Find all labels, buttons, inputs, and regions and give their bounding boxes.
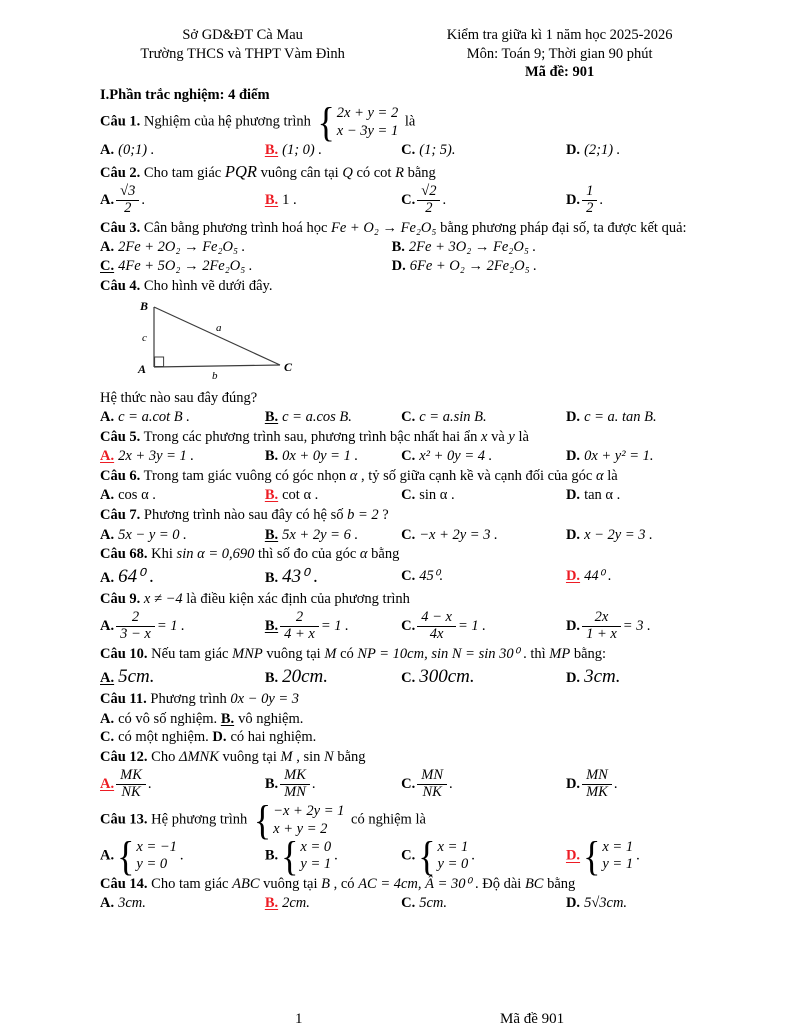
q9-option-d: D. $\frac{2x}{1 + x}$ = 3 . [565,609,651,643]
q12-stem: Cho [147,748,179,765]
q11-options [100,710,734,747]
q6-option-a: A. cos α . [100,487,156,504]
q8-options [100,565,734,589]
q5-options [100,447,734,466]
q5-stem: Trong các phương trình sau, phương trình bậc nhất hai ẩn [140,428,482,445]
q7-stem: Phương trình nào sau đây có hệ số [140,506,348,523]
q10-option-b: B. 20cm. [264,665,329,687]
q3-text [100,219,734,238]
q13-c-period: . [471,847,475,864]
q4-stem: Cho hình vẽ dưới đây. [140,277,273,294]
q2-a-period: . [141,191,145,208]
q4-text [100,277,734,296]
q7-options [100,526,734,545]
q14-option-d: D. 5√3cm. [565,895,628,912]
q4-option-c: C. c = a.sin B. [401,409,487,426]
q6-stem3: là [603,467,618,484]
q8-stem: Khi [147,546,177,563]
q14-option-a: A. 3cm. [100,895,146,912]
q7-option-a: A. 5x − y = 0 . [100,526,187,543]
q3-label: Câu 3. [100,219,141,236]
q12-stem2: vuông tại [218,748,281,765]
q8-label: Câu 68. [100,546,148,563]
question-1 [100,99,734,159]
q4-option-b: B. c = a.cos B. [264,409,352,426]
header-school-block [100,26,385,82]
q14-math4: BC [524,875,544,892]
q1-stem: Nghiệm của hệ phương trình [140,113,311,130]
q14-math1: ABC [232,875,260,892]
q3-stem: Cân bằng phương trình hoá học [140,219,331,236]
q2-stem2: vuông cân tại [256,164,343,181]
q9-d-eq: = 3 . [622,618,651,635]
q2-c-period: . [442,191,447,208]
q2-stem3: có cot [352,164,396,181]
q12-c-period: . [448,776,453,793]
q10-stem2: vuông tại [262,646,325,663]
q8-math2: α [359,546,368,563]
q13-d-period: . [636,847,640,864]
question-8 [100,545,734,589]
q7-option-d: D. x − 2y = 3 . [565,526,653,543]
q2-text [100,161,734,183]
q2-option-c: C. $\frac{√2}{2}$ . [401,183,447,216]
q8-option-c: C. 45⁰. [401,568,444,585]
q13-equation-system [253,797,345,844]
q10-text [100,645,734,664]
question-7 [100,506,734,544]
q3-math1: Fe + O₂ → Fe₂O₅ [331,219,437,236]
vertex-label-c: C [284,360,293,375]
exam-subject: Môn: Toán 9; Thời gian 90 phút [466,45,653,62]
q2-d-period: . [599,191,603,208]
triangle-figure [128,297,734,387]
q5-stem2: và [487,428,509,445]
q13-eq1: −x + 2y = 1 [273,803,345,820]
q10-label: Câu 10. [100,646,148,663]
q11-option-a: A. có vô số nghiệm. [100,710,218,727]
q9-options [100,609,734,644]
q12-option-b: B. $\frac{MK}{MN}$ . [264,767,316,801]
q1-option-a: A. (0;1) . [100,141,155,158]
brace-icon: { [317,99,335,146]
q5-option-c: C. x² + 0y = 4 . [401,448,493,465]
q14-stem4: . Độ dài [471,875,525,892]
q2-math1: PQR [224,161,257,181]
q2-option-d: D. $\frac{1}{2}$ . [565,183,603,216]
q14-stem3: , có [330,875,359,892]
q1-option-b: B. (1; 0) . [264,141,322,158]
vertex-label-b: B [140,299,149,314]
q2-options [100,183,734,218]
q5-label: Câu 5. [100,428,141,445]
q2-stem: Cho tam giác [140,164,225,181]
q10-stem5: bằng: [570,646,607,663]
q12-option-c: C. $\frac{MN}{NK}$ . [401,767,453,801]
side-label-a: a [216,322,222,335]
section-title: I.Phần trắc nghiệm: 4 điểm [100,86,270,103]
q8-option-b: B. 43⁰ . [264,565,319,587]
q5-option-b: B. 0x + 0y = 1 . [264,448,359,465]
page-number: 1 [295,1011,303,1024]
q7-stem2: ? [378,506,389,523]
q12-b-period: . [311,776,316,793]
q14-stem2: vuông tại [259,875,322,892]
q12-math2: M [280,748,293,765]
q6-options [100,486,734,505]
q1-option-d: D. (2;1) . [565,141,621,158]
q9-label: Câu 9. [100,590,141,607]
q13-option-d: D. { x = 1 y = 1 . [565,833,640,880]
question-4 [100,277,734,427]
q10-math1: MNP [232,646,263,663]
q12-d-period: . [613,776,618,793]
brace-icon: { [583,833,601,880]
question-5 [100,428,734,466]
q11-stem: Phương trình [146,691,231,708]
q11-label: Câu 11. [100,691,147,708]
q14-option-c: C. 5cm. [401,895,448,912]
q12-options [100,767,734,802]
q12-label: Câu 12. [100,748,148,765]
q12-a-period: . [147,776,152,793]
brace-icon: { [418,833,436,880]
question-12 [100,748,734,802]
brace-icon: { [281,833,299,880]
q5-math1: x [481,428,488,445]
q13-eq2: x + y = 2 [273,820,328,837]
exam-title: Kiểm tra giữa kì 1 năm học 2025-2026 [446,27,673,43]
q7-option-c: C. −x + 2y = 3 . [401,526,498,543]
header-exam-block [385,26,734,82]
q3-option-b: B. 2Fe + 3O₂ → Fe₂O₅ . [391,239,537,256]
question-6 [100,467,734,505]
q14-stem: Cho tam giác [147,875,233,892]
q3-option-a: A. 2Fe + 2O₂ → Fe₂O₅ . [100,239,246,256]
q14-option-b: B. 2cm. [264,895,310,912]
q10-stem4: . thì [519,646,550,663]
question-2 [100,161,734,218]
department-name: Sở GD&ĐT Cà Mau [182,27,303,43]
q8-math1: sin α = 0,690 [176,546,255,563]
q12-text [100,748,734,767]
q13-a-period: . [179,847,184,864]
q12-math3: N [324,748,334,765]
q6-text [100,467,734,486]
q13-option-b: B. { x = 0 y = 1 . [264,833,338,880]
q14-label: Câu 14. [100,875,148,892]
q4-label: Câu 4. [100,277,141,294]
q1-equation-system [317,99,399,146]
q8-option-a: A. 64⁰ . [100,565,155,587]
q2-math2: Q [342,164,353,181]
q7-label: Câu 7. [100,506,141,523]
q2-option-a: A. $\frac{√3}{2}$ . [100,183,145,216]
q1-text [100,99,734,146]
question-3 [100,219,734,276]
q13-option-a: A. { x = −1 y = 0 . [100,833,184,880]
q11-option-d: D. có hai nghiệm. [212,729,317,746]
q12-stem4: bằng [333,748,366,765]
q13-stem: Hệ phương trình [147,811,248,828]
q10-options [100,665,734,689]
q6-math1: α [349,467,358,484]
school-name: Trường THCS và THPT Vàm Đình [140,45,345,62]
q2-stem4: bằng [403,164,436,181]
exam-code: Mã đề: 901 [525,64,595,81]
vertex-label-a: A [138,362,147,377]
q9-option-a: A. $\frac{2}{3 - x}$ = 1 . [100,609,185,643]
q1-eq1: 2x + y = 2 [336,105,399,122]
q14-text [100,875,734,894]
q7-text [100,506,734,525]
q10-math2: M [324,646,337,663]
q1-option-c: C. (1; 5). [401,141,456,158]
q6-option-d: D. tan α . [565,487,621,504]
q12-option-a: A. $\frac{MK}{NK}$ . [100,767,152,801]
q6-math2: α [595,467,604,484]
q12-option-d: D. $\frac{MN}{MK}$ . [565,767,618,801]
q6-label: Câu 6. [100,467,141,484]
q9-a-eq: = 1 . [156,618,185,635]
q8-text [100,545,734,564]
q2-math3: R [395,164,404,181]
q6-stem: Trong tam giác vuông có góc nhọn [140,467,350,484]
q9-math1: x ≠ −4 [140,590,187,607]
side-label-c: c [142,332,147,345]
q14-math3: AC = 4cm, Â = 30⁰ [358,875,472,892]
q11-option-c: C. có một nghiệm. [100,729,209,746]
q14-stem5: bằng [543,875,576,892]
q10-option-d: D. 3cm. [565,665,621,687]
q2-label: Câu 2. [100,164,141,181]
q9-stem: là điều kiện xác định của phương trình [186,590,410,607]
q5-option-a: A. 2x + 3y = 1 . [100,448,195,465]
q7-option-b: B. 5x + 2y = 6 . [264,526,359,543]
q5-option-d: D. 0x + y² = 1. [565,448,654,465]
q12-stem3: , sin [292,748,325,765]
q14-math2: B [321,875,330,892]
q8-stem2: thì số đo của góc [254,546,360,563]
q9-c-eq: = 1 . [457,618,486,635]
q9-b-eq: = 1 . [320,618,349,635]
q3-option-d: D. 6Fe + O₂ → 2Fe₂O₅ . [391,258,537,275]
q10-option-c: C. 300cm. [401,665,475,687]
q13-text [100,797,734,844]
q4-option-a: A. c = a.cot B . [100,409,190,426]
q1-label: Câu 1. [100,113,141,130]
q5-text [100,428,734,447]
q4-stem2: Hệ thức nào sau đây đúng? [100,389,258,406]
q6-option-c: C. sin α . [401,487,455,504]
q3-option-c: C. 4Fe + 5O₂ → 2Fe₂O₅ . [100,258,253,275]
q4-options [100,408,734,427]
q9-option-b: B. $\frac{2}{4 + x}$ = 1 . [264,609,349,643]
q1-stem-end: là [404,113,416,130]
q13-option-c: C. { x = 1 y = 0 . [401,833,475,880]
q10-math4: MP [549,646,571,663]
q8-option-d: D. 44⁰ . [565,568,612,585]
q13-stem2: có nghiệm là [351,811,426,828]
q9-option-c: C. $\frac{4 - x}{4x}$ = 1 . [401,609,486,643]
q13-b-period: . [334,847,338,864]
q3-stem2: bằng phương pháp đại số, ta được kết quả: [436,219,687,236]
footer-exam-code: Mã đề 901 [500,1011,565,1024]
q7-math1: b = 2 [347,506,379,523]
q3-options [100,238,734,275]
exam-header [100,26,734,82]
q5-stem3: là [514,428,529,445]
q10-option-a: A. 5cm. [100,665,155,687]
q11-option-b: B. vô nghiệm. [220,710,304,727]
q10-stem3: có [336,646,358,663]
q5-math2: y [508,428,515,445]
q11-math1: 0x − 0y = 3 [230,691,300,708]
q6-option-b: B. cot α . [264,487,319,504]
q11-text [100,690,734,709]
q4-option-d: D. c = a. tan B. [565,409,657,426]
question-11 [100,690,734,747]
q6-stem2: , tỷ số giữa cạnh kề và cạnh đối của góc [357,467,596,484]
q9-text [100,590,734,609]
q10-stem: Nếu tam giác [147,646,233,663]
q8-stem3: bằng [367,546,400,563]
side-label-b: b [212,370,218,382]
q1-eq2: x − 3y = 1 [336,122,399,139]
question-13 [100,797,734,880]
question-14 [100,875,734,913]
question-9 [100,590,734,644]
q12-math1: ΔMNK [178,748,219,765]
brace-icon: { [117,833,135,880]
q2-option-b: B. 1 . [264,192,297,209]
q4-question-line [100,389,734,408]
question-10 [100,645,734,689]
q14-options [100,894,734,913]
brace-icon: { [253,797,272,844]
q13-label: Câu 13. [100,811,148,828]
q1-options [100,141,734,160]
q10-math3: NP = 10cm, sin N = sin 30⁰ [357,646,520,663]
q13-options [100,833,734,880]
